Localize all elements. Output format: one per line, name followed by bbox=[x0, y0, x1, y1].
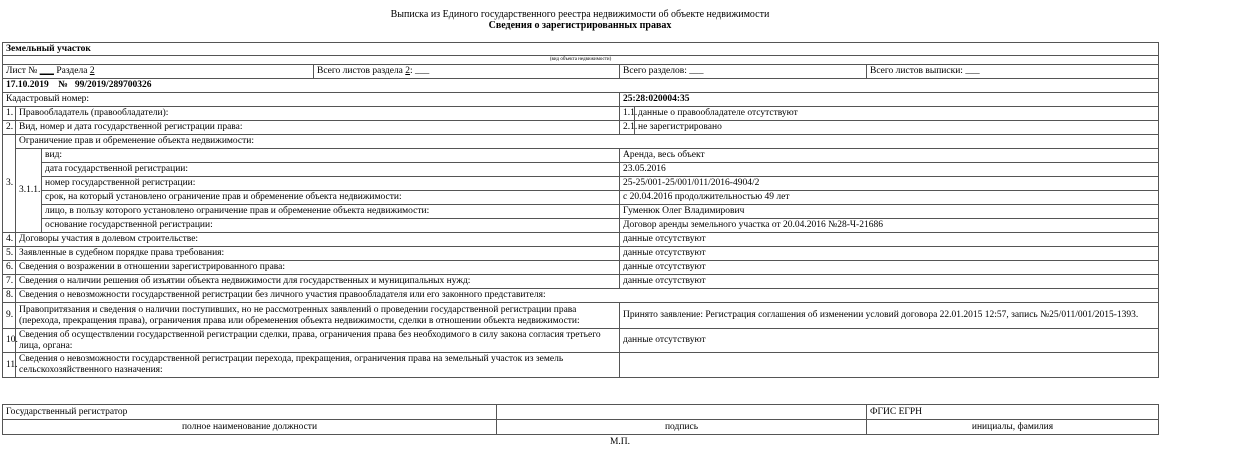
document-header bbox=[0, 0, 1160, 31]
row-3-label: Ограничение прав и обременение объекта недвижимости: bbox=[16, 135, 1159, 149]
row-6-value: данные отсутствуют bbox=[620, 261, 1159, 275]
sheet-blank: ___ bbox=[39, 66, 54, 76]
row-1-label: Правообладатель (правообладатели): bbox=[16, 107, 620, 121]
row-3-num: 3. bbox=[3, 135, 16, 233]
row-6-label: Сведения о возражении в отношении зарегистрированного права: bbox=[16, 261, 620, 275]
object-type: Земельный участок bbox=[3, 43, 1159, 56]
cadastral-row bbox=[3, 93, 1159, 107]
row-3-item-label: срок, на который установлено ограничение прав и обременение объекта недвижимости: bbox=[42, 191, 620, 205]
row-6 bbox=[3, 261, 1159, 275]
row-1-sub: 1.1. bbox=[620, 107, 635, 121]
record-date: 17.10.2019 bbox=[6, 80, 49, 90]
record-num-sign: № bbox=[58, 80, 68, 90]
record-row bbox=[3, 79, 1159, 93]
total-sheets-cell bbox=[314, 65, 620, 79]
row-2-value: не зарегистрировано bbox=[635, 121, 1159, 135]
object-type-caption-row bbox=[3, 56, 1159, 65]
row-1-value: данные о правообладателе отсутствуют bbox=[635, 107, 1159, 121]
total-sheets-label: Всего листов раздела bbox=[317, 66, 403, 76]
row-5 bbox=[3, 247, 1159, 261]
document-subtitle: Сведения о зарегистрированных правах bbox=[488, 20, 672, 31]
row-10 bbox=[3, 329, 1159, 353]
row-3-item bbox=[3, 191, 1159, 205]
row-9-label: Правопритязания и сведения о наличии поступивших, но не рассмотренных заявлений о проведении государственной регистрации права (перехода, прекращения права), ограничения права или обременения объекта недвижимости, сделки в отношении объекта недвижимости: bbox=[16, 303, 620, 329]
row-3-item-label: вид: bbox=[42, 149, 620, 163]
row-10-value: данные отсутствуют bbox=[620, 329, 1159, 353]
section-label: Раздела bbox=[56, 66, 88, 76]
position-caption: полное наименование должности bbox=[3, 420, 497, 435]
stamp-place: М.П. bbox=[609, 437, 631, 447]
row-2-num: 2. bbox=[3, 121, 16, 135]
signature-caption-row bbox=[3, 420, 1159, 435]
section-value: 2 bbox=[89, 66, 95, 76]
sign-caption: подпись bbox=[497, 420, 867, 435]
row-7-num: 7. bbox=[3, 275, 16, 289]
row-1 bbox=[3, 107, 1159, 121]
row-11-label: Сведения о невозможности государственной регистрации перехода, прекращения, ограничения права на земельный участок из земель сельскохозяйственного назначения: bbox=[16, 353, 620, 378]
row-3-item bbox=[3, 177, 1159, 191]
row-5-value: данные отсутствуют bbox=[620, 247, 1159, 261]
total-sections: Всего разделов: ___ bbox=[620, 65, 867, 79]
row-3-item-value: 23.05.2016 bbox=[620, 163, 1159, 177]
row-3-item-label: дата государственной регистрации: bbox=[42, 163, 620, 177]
total-sheets-suffix: : ___ bbox=[410, 66, 430, 76]
row-4-num: 4. bbox=[3, 233, 16, 247]
row-3-item-value: 25-25/001-25/001/011/2016-4904/2 bbox=[620, 177, 1159, 191]
row-9-value: Принято заявление: Регистрация соглашения об изменении условий договора 22.01.2015 12:57, запись №25/011/001/2015-1393. bbox=[620, 303, 1159, 329]
row-7-value: данные отсутствуют bbox=[620, 275, 1159, 289]
record-number: 99/2019/289700326 bbox=[74, 80, 152, 90]
row-1-num: 1. bbox=[3, 107, 16, 121]
row-11-value-empty bbox=[620, 353, 1159, 378]
signature-table bbox=[2, 404, 1159, 435]
row-4-label: Договоры участия в долевом строительстве: bbox=[16, 233, 620, 247]
row-10-num: 10. bbox=[3, 329, 16, 353]
row-7 bbox=[3, 275, 1159, 289]
row-8-label: Сведения о невозможности государственной регистрации без личного участия правообладателя или его законного представителя: bbox=[16, 289, 1159, 303]
signature-cell bbox=[497, 405, 867, 420]
cadastral-label: Кадастровый номер: bbox=[3, 93, 620, 107]
row-3-item-label: номер государственной регистрации: bbox=[42, 177, 620, 191]
row-3-item-value: с 20.04.2016 продолжительностью 49 лет bbox=[620, 191, 1159, 205]
registry-table bbox=[2, 42, 1159, 378]
cadastral-value: 25:28:020004:35 bbox=[620, 93, 1159, 107]
row-3-item-value: Договор аренды земельного участка от 20.04.2016 №28-Ч-21686 bbox=[620, 219, 1159, 233]
row-10-label: Сведения об осуществлении государственной регистрации сделки, права, ограничения права без необходимого в силу закона согласия третьего лица, органа: bbox=[16, 329, 620, 353]
row-2-sub: 2.1. bbox=[620, 121, 635, 135]
record-cell bbox=[3, 79, 1159, 93]
object-type-caption: (вид объекта недвижимости) bbox=[3, 56, 1159, 65]
object-type-row bbox=[3, 43, 1159, 56]
registrar-org: ФГИС ЕГРН bbox=[867, 405, 1159, 420]
row-8-num: 8. bbox=[3, 289, 16, 303]
row-3-sub: 3.1.1. bbox=[16, 149, 42, 233]
row-3-item-value: Аренда, весь объект bbox=[620, 149, 1159, 163]
row-3-item bbox=[3, 163, 1159, 177]
row-3-item-label: основание государственной регистрации: bbox=[42, 219, 620, 233]
row-7-label: Сведения о наличии решения об изъятии объекта недвижимости для государственных и муниципальных нужд: bbox=[16, 275, 620, 289]
row-9-num: 9. bbox=[3, 303, 16, 329]
sheet-number-cell bbox=[3, 65, 314, 79]
row-9 bbox=[3, 303, 1159, 329]
row-3-item bbox=[3, 219, 1159, 233]
row-3-item-label: лицо, в пользу которого установлено ограничение прав и обременение объекта недвижимости: bbox=[42, 205, 620, 219]
total-sheets-value: 2 bbox=[405, 66, 411, 76]
row-11 bbox=[3, 353, 1159, 378]
row-5-label: Заявленные в судебном порядке права требования: bbox=[16, 247, 620, 261]
sheet-info-row bbox=[3, 65, 1159, 79]
document-title: Выписка из Единого государственного реестра недвижимости об объекте недвижимости bbox=[390, 9, 770, 20]
row-3-item-value: Гуменюк Олег Владимирович bbox=[620, 205, 1159, 219]
row-5-num: 5. bbox=[3, 247, 16, 261]
initials-caption: инициалы, фамилия bbox=[867, 420, 1159, 435]
row-4-value: данные отсутствуют bbox=[620, 233, 1159, 247]
row-4 bbox=[3, 233, 1159, 247]
registrar-position: Государственный регистратор bbox=[3, 405, 497, 420]
row-8 bbox=[3, 289, 1159, 303]
total-pages: Всего листов выписки: ___ bbox=[867, 65, 1159, 79]
row-2-label: Вид, номер и дата государственной регистрации права: bbox=[16, 121, 620, 135]
row-3 bbox=[3, 135, 1159, 149]
signature-row bbox=[3, 405, 1159, 420]
sheet-label: Лист № bbox=[6, 66, 38, 76]
row-11-num: 11. bbox=[3, 353, 16, 378]
row-3-item bbox=[3, 149, 1159, 163]
row-2 bbox=[3, 121, 1159, 135]
row-3-item bbox=[3, 205, 1159, 219]
row-6-num: 6. bbox=[3, 261, 16, 275]
